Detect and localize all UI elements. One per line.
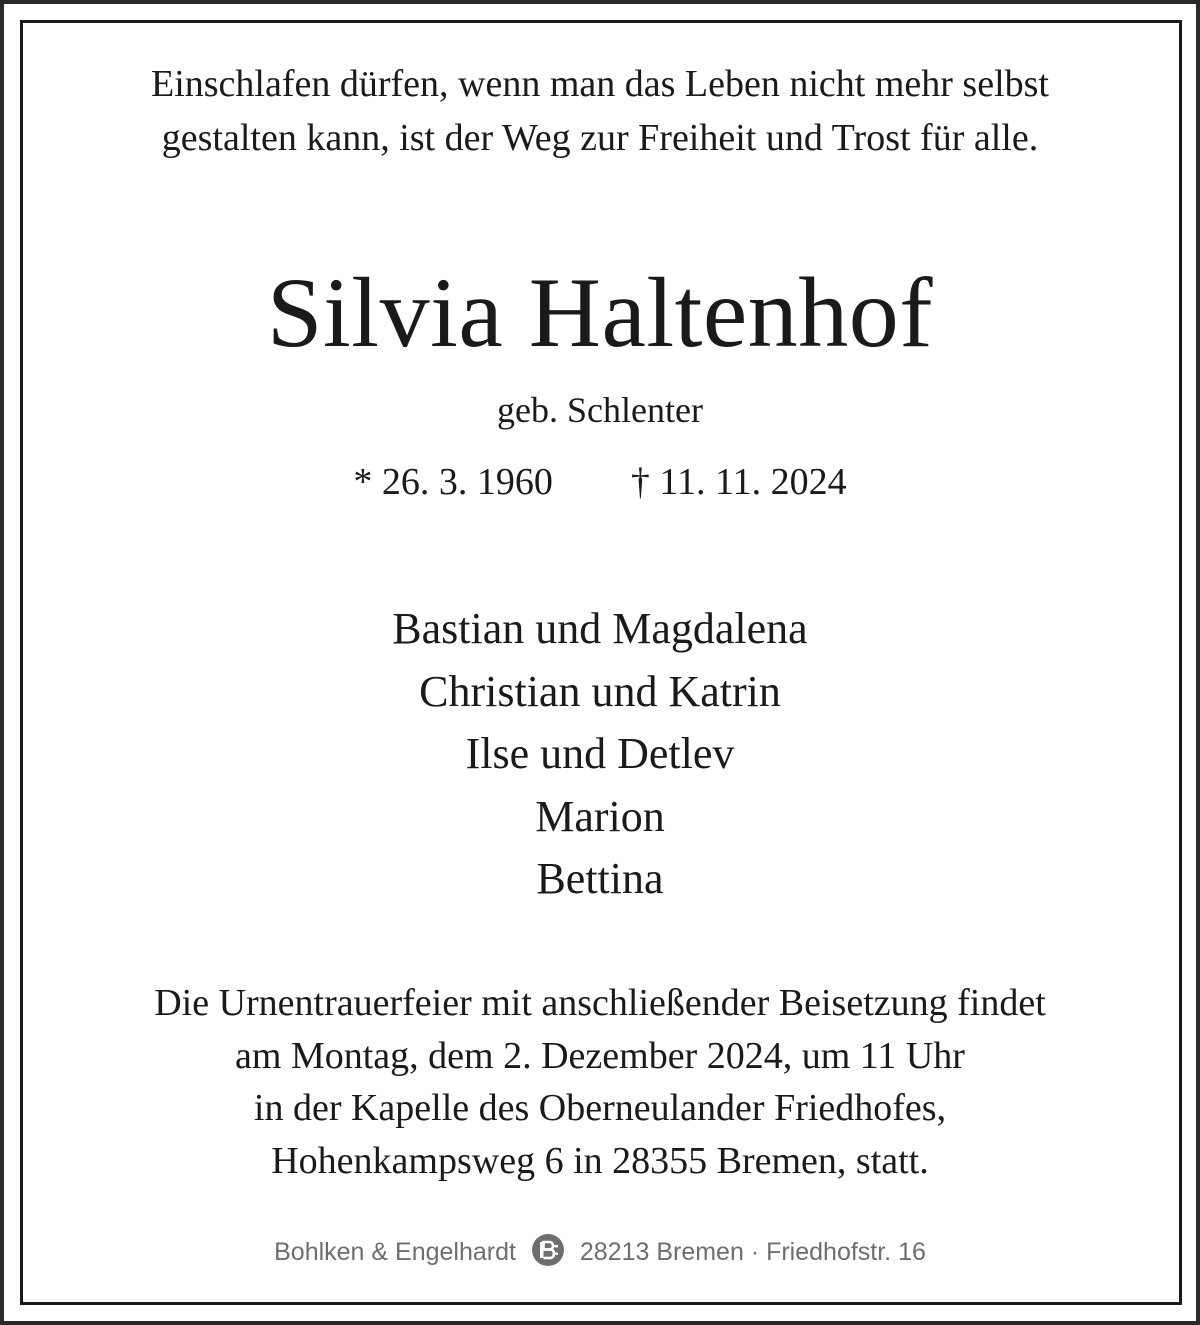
ceremony-line-4: Hohenkampsweg 6 in 28355 Bremen, statt. [271, 1139, 929, 1182]
funeral-home-name: Bohlken & Engelhardt [274, 1238, 516, 1266]
mourner-item: Christian und Katrin [419, 666, 781, 716]
mourner-item: Ilse und Detlev [465, 729, 735, 778]
motto-quote [0, 57, 1200, 165]
mourner-item: Marion [535, 791, 665, 841]
mourner-item: Bastian und Magdalena [392, 604, 808, 653]
mourner-item: Bettina [536, 854, 664, 903]
death-date: † 11. 11. 2024 [630, 461, 847, 503]
motto-line-1: Einschlafen dürfen, wenn man das Leben nicht mehr selbst [151, 63, 1049, 105]
birth-date: * 26. 3. 1960 [353, 461, 553, 503]
mourners-list [0, 598, 1200, 911]
deceased-name: Silvia Haltenhof [266, 257, 934, 368]
ceremony-line-2: am Montag, dem 2. Dezember 2024, um 11 Uhr [235, 1034, 965, 1077]
be-monogram-icon [531, 1233, 565, 1267]
funeral-home-footer [0, 1232, 1200, 1272]
life-dates [0, 458, 1200, 506]
ceremony-line-1: Die Urnentrauerfeier mit anschließender Beisetzung findet [154, 982, 1046, 1024]
ceremony-info [0, 977, 1200, 1187]
funeral-home-address: 28213 Bremen · Friedhofstr. 16 [579, 1238, 926, 1266]
ceremony-line-3: in der Kapelle des Oberneulander Friedhofes, [253, 1087, 947, 1129]
maiden-name: geb. Schlenter [497, 390, 703, 430]
motto-line-2: gestalten kann, ist der Weg zur Freiheit und Trost für alle. [161, 117, 1039, 159]
